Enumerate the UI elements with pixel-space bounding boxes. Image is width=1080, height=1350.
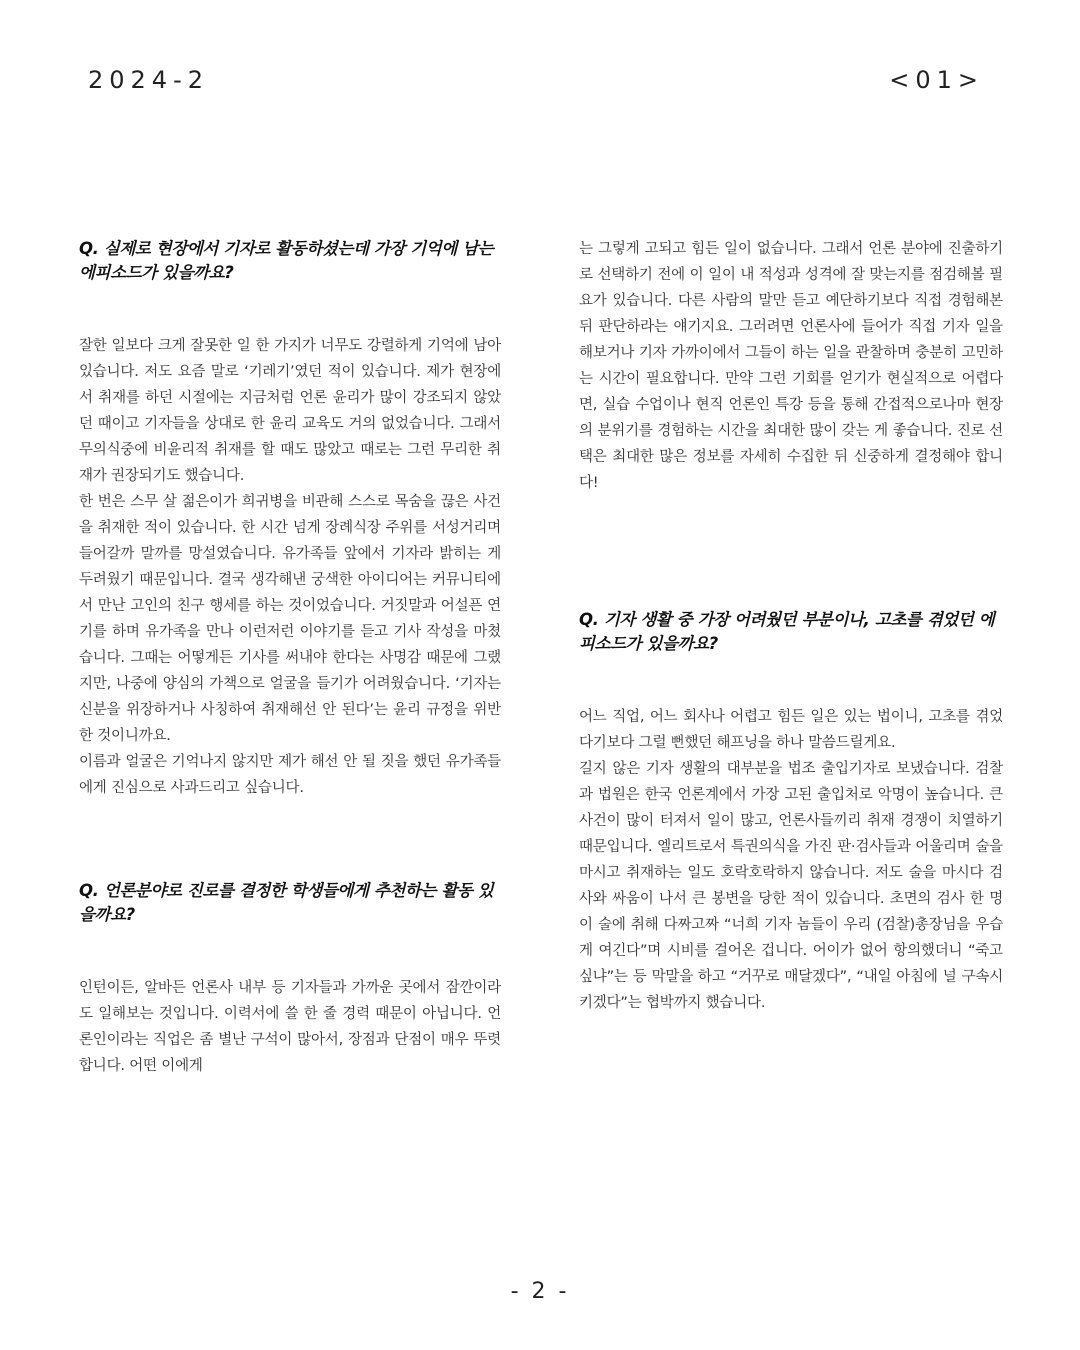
- answer-paragraph: 잘한 일보다 크게 잘못한 일 한 가지가 너무도 강렬하게 기억에 남아 있습니다. 저도 요즘 말로 ‘기레기’였던 적이 있습니다. 제가 현장에서 취재를 하던 시절에는 지금처럼 언론 윤리가 많이 강조되지 않았던 때이고 기자들을 상대로 한 윤리 교육도 거의 없었습니다. 그래서 무의식중에 비윤리적 취재를 할 때도 많았고 때로는 그런 무리한 취재가 권장되기도 했습니다.: [79, 338, 501, 484]
- section-number: <01>: [889, 66, 984, 94]
- right-column: [579, 236, 1003, 1016]
- answer-paragraph: 길지 않은 기자 생활의 대부분을 법조 출입기자로 보냈습니다. 검찰과 법원은 한국 언론계에서 가장 고된 출입처로 악명이 높습니다. 큰 사건이 많이 터져서 일이 많고, 언론사들끼리 취재 경쟁이 치열하기 때문입니다. 엘리트로서 특권의식을 가진 판·검사들과 어울리며 술을 마시고 취재하는 일도 호락호락하지 않습니다. 저도 술을 마시다 검사와 싸움이 나서 큰 봉변을 당한 적이 있습니다. 초면의 검사 한 명이 술에 취해 다짜고짜 “너희 기자 놈들이 우리 (검찰)총장님을 우습게 여긴다”며 시비를 걸어온 겁니다. 어이가 없어 항의했더니 “죽고 싶냐”는 등 막말을 하고 “거꾸로 매달겠다”, “내일 아침에 널 구속시키겠다”는 협박까지 했습니다.: [579, 761, 1003, 1011]
- left-column: [79, 237, 501, 1079]
- question-heading: Q. 기자 생활 중 가장 어려웠던 부분이나, 고초를 겪었던 에피소드가 있을까요?: [579, 610, 995, 653]
- answer-paragraph-continued: 는 그렇게 고되고 힘든 일이 없습니다. 그래서 언론 분야에 진출하기로 선택하기 전에 이 일이 내 적성과 성격에 잘 맞는지를 점검해볼 필요가 있습니다. 다른 사람의 말만 듣고 예단하기보다 직접 경험해본 뒤 판단하라는 얘기지요. 그러려면 언론사에 들어가 직접 기자 일을 해보거나 기자 가까이에서 그들이 하는 일을 관찰하며 충분히 고민하는 시간이 필요합니다. 만약 그런 기회를 얻기가 현실적으로 어렵다면, 실습 수업이나 현직 언론인 특강 등을 통해 간접적으로나마 현장의 분위기를 경험하는 시간을 최대한 많이 갖는 게 좋습니다. 진로 선택은 최대한 많은 정보를 자세히 수집한 뒤 신중하게 결정해야 합니다!: [579, 241, 1003, 491]
- issue-date: 2024-2: [88, 66, 210, 94]
- answer-paragraph: 한 번은 스무 살 젊은이가 희귀병을 비관해 스스로 목숨을 끊은 사건을 취재한 적이 있습니다. 한 시간 넘게 장례식장 주위를 서성거리며 들어갈까 말까를 망설였습니다. 유가족들 앞에서 기자라 밝히는 게 두려웠기 때문입니다. 결국 생각해낸 궁색한 아이디어는 커뮤니티에서 만난 고인의 친구 행세를 하는 것이었습니다. 거짓말과 어설픈 연기를 하며 유가족을 만나 이런저런 이야기를 듣고 기사 작성을 마쳤습니다. 그때는 어떻게든 기사를 써내야 한다는 사명감 때문에 그랬지만, 나중에 양심의 가책으로 얼굴을 들기가 어려웠습니다. ‘기자는 신분을 위장하거나 사칭하여 취재해선 안 된다’는 윤리 규정을 위반한 것이니까요.: [79, 494, 501, 744]
- page-number: - 2 -: [510, 1279, 570, 1304]
- answer-paragraph: 이름과 얼굴은 기억나지 않지만 제가 해선 안 될 짓을 했던 유가족들에게 진심으로 사과드리고 싶습니다.: [79, 754, 501, 796]
- answer-paragraph: 어느 직업, 어느 회사나 어렵고 힘든 일은 있는 법이니, 고초를 겪었다기보다 그럴 뻔했던 해프닝을 하나 말씀드릴게요.: [579, 709, 1003, 751]
- question-heading: Q. 언론분야로 진로를 결정한 학생들에게 추천하는 활동 있을까요?: [79, 881, 494, 924]
- answer-paragraph: 인턴이든, 알바든 언론사 내부 등 기자들과 가까운 곳에서 잠깐이라도 일해보는 것입니다. 이력서에 쓸 한 줄 경력 때문이 아닙니다. 언론인이라는 직업은 좀 별난 구석이 많아서, 장점과 단점이 매우 뚜렷합니다. 어떤 이에게: [79, 980, 501, 1074]
- question-heading: Q. 실제로 현장에서 기자로 활동하셨는데 가장 기억에 남는 에피소드가 있을까요?: [79, 239, 494, 282]
